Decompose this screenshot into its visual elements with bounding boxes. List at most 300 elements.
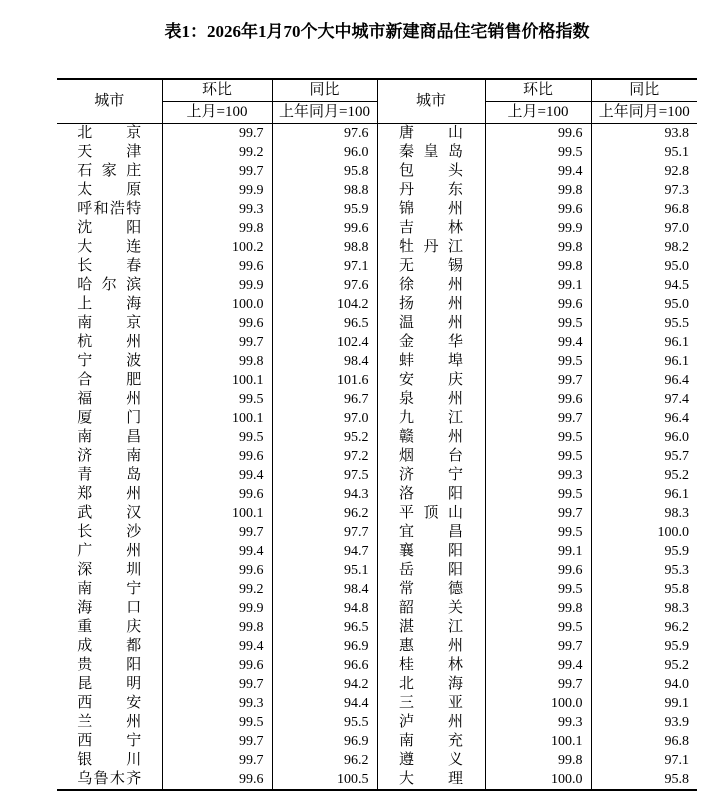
mom-cell-left: 99.5 — [162, 428, 272, 447]
city-cell-right — [377, 295, 485, 314]
table-row — [57, 295, 697, 314]
city-name-left: 昆明 — [77, 676, 142, 692]
mom-cell-left: 99.9 — [162, 276, 272, 295]
city-name-right: 湛江 — [399, 619, 463, 635]
city-cell-left — [57, 542, 162, 561]
city-cell-right — [377, 352, 485, 371]
yoy-cell-left: 97.2 — [272, 447, 377, 466]
city-name-right: 包头 — [399, 163, 463, 179]
city-cell-left — [57, 637, 162, 656]
city-name-left: 合肥 — [77, 372, 142, 388]
city-name-right: 洛阳 — [399, 486, 463, 502]
header-yoy-base-right: 上年同月=100 — [591, 102, 697, 124]
yoy-cell-left: 104.2 — [272, 295, 377, 314]
yoy-cell-right: 98.3 — [591, 599, 697, 618]
table-row — [57, 352, 697, 371]
header-yoy-left: 同比 — [272, 79, 377, 102]
mom-cell-right: 99.8 — [485, 257, 591, 276]
table-row — [57, 485, 697, 504]
city-cell-right — [377, 219, 485, 238]
city-name-right: 三亚 — [399, 695, 463, 711]
yoy-cell-left: 96.2 — [272, 751, 377, 770]
mom-cell-left: 100.1 — [162, 409, 272, 428]
mom-cell-right: 99.5 — [485, 314, 591, 333]
table-row — [57, 390, 697, 409]
mom-cell-left: 99.6 — [162, 257, 272, 276]
yoy-cell-left: 95.5 — [272, 713, 377, 732]
table-row — [57, 770, 697, 790]
table-row — [57, 162, 697, 181]
city-name-right: 襄阳 — [399, 543, 463, 559]
mom-cell-left: 100.0 — [162, 295, 272, 314]
mom-cell-left: 99.7 — [162, 523, 272, 542]
yoy-cell-right: 94.0 — [591, 675, 697, 694]
city-cell-right — [377, 599, 485, 618]
city-cell-right — [377, 409, 485, 428]
mom-cell-left: 99.9 — [162, 599, 272, 618]
mom-cell-left: 99.8 — [162, 618, 272, 637]
yoy-cell-right: 97.0 — [591, 219, 697, 238]
city-cell-right — [377, 542, 485, 561]
mom-cell-right: 99.5 — [485, 580, 591, 599]
city-name-left: 青岛 — [77, 467, 142, 483]
city-cell-right — [377, 143, 485, 162]
city-cell-right — [377, 200, 485, 219]
city-cell-right — [377, 466, 485, 485]
yoy-cell-right: 95.5 — [591, 314, 697, 333]
city-cell-left — [57, 162, 162, 181]
city-cell-left — [57, 485, 162, 504]
yoy-cell-right: 100.0 — [591, 523, 697, 542]
mom-cell-right: 100.1 — [485, 732, 591, 751]
city-name-left: 长春 — [77, 258, 142, 274]
city-name-left: 福州 — [77, 391, 142, 407]
yoy-cell-right: 95.0 — [591, 295, 697, 314]
city-cell-left — [57, 504, 162, 523]
yoy-cell-right: 96.1 — [591, 352, 697, 371]
city-name-left: 南昌 — [77, 429, 142, 445]
yoy-cell-right: 97.4 — [591, 390, 697, 409]
city-name-left: 南京 — [77, 315, 142, 331]
city-cell-left — [57, 561, 162, 580]
yoy-cell-right: 93.9 — [591, 713, 697, 732]
city-cell-left — [57, 447, 162, 466]
yoy-cell-left: 96.5 — [272, 314, 377, 333]
yoy-cell-left: 97.6 — [272, 124, 377, 144]
yoy-cell-left: 94.2 — [272, 675, 377, 694]
city-name-left: 上海 — [77, 296, 142, 312]
city-name-left: 北京 — [77, 125, 142, 141]
city-name-right: 大理 — [399, 771, 463, 787]
city-name-left: 武汉 — [77, 505, 142, 521]
city-name-left: 南宁 — [77, 581, 142, 597]
city-name-right: 赣州 — [399, 429, 463, 445]
mom-cell-right: 99.4 — [485, 333, 591, 352]
city-name-left: 郑州 — [77, 486, 142, 502]
city-name-left: 海口 — [77, 600, 142, 616]
mom-cell-right: 99.5 — [485, 428, 591, 447]
city-name-right: 常德 — [399, 581, 463, 597]
city-cell-right — [377, 770, 485, 790]
yoy-cell-right: 95.2 — [591, 466, 697, 485]
city-cell-left — [57, 713, 162, 732]
city-name-left: 长沙 — [77, 524, 142, 540]
table-row — [57, 333, 697, 352]
city-cell-right — [377, 390, 485, 409]
mom-cell-right: 100.0 — [485, 770, 591, 790]
table-row — [57, 143, 697, 162]
city-cell-right — [377, 523, 485, 542]
mom-cell-right: 99.6 — [485, 561, 591, 580]
city-cell-left — [57, 276, 162, 295]
table-row — [57, 580, 697, 599]
city-name-right: 牡丹江 — [399, 239, 463, 255]
city-cell-left — [57, 694, 162, 713]
table-row — [57, 238, 697, 257]
city-name-left: 天津 — [77, 144, 142, 160]
mom-cell-left: 99.4 — [162, 542, 272, 561]
city-name-left: 太原 — [77, 182, 142, 198]
mom-cell-left: 100.1 — [162, 504, 272, 523]
yoy-cell-left: 96.9 — [272, 732, 377, 751]
yoy-cell-right: 95.2 — [591, 656, 697, 675]
city-name-right: 南充 — [399, 733, 463, 749]
table-row — [57, 200, 697, 219]
yoy-cell-right: 97.3 — [591, 181, 697, 200]
city-cell-right — [377, 561, 485, 580]
city-cell-right — [377, 447, 485, 466]
mom-cell-right: 99.7 — [485, 371, 591, 390]
header-yoy-base-left: 上年同月=100 — [272, 102, 377, 124]
table-row — [57, 751, 697, 770]
yoy-cell-right: 97.1 — [591, 751, 697, 770]
header-mom-base-right: 上月=100 — [485, 102, 591, 124]
mom-cell-left: 99.6 — [162, 770, 272, 790]
city-name-right: 丹东 — [399, 182, 463, 198]
mom-cell-left: 100.1 — [162, 371, 272, 390]
city-cell-left — [57, 580, 162, 599]
city-name-right: 平顶山 — [399, 505, 463, 521]
yoy-cell-left: 98.8 — [272, 238, 377, 257]
mom-cell-right: 99.8 — [485, 599, 591, 618]
table-row — [57, 409, 697, 428]
table-body — [57, 124, 697, 791]
yoy-cell-right: 92.8 — [591, 162, 697, 181]
yoy-cell-left: 100.5 — [272, 770, 377, 790]
mom-cell-right: 99.3 — [485, 466, 591, 485]
city-name-right: 遵义 — [399, 752, 463, 768]
mom-cell-right: 99.5 — [485, 352, 591, 371]
yoy-cell-right: 95.9 — [591, 542, 697, 561]
city-name-right: 岳阳 — [399, 562, 463, 578]
mom-cell-right: 99.6 — [485, 295, 591, 314]
city-name-left: 银川 — [77, 752, 142, 768]
city-name-right: 锦州 — [399, 201, 463, 217]
header-row-top — [57, 79, 697, 102]
city-name-right: 温州 — [399, 315, 463, 331]
city-cell-right — [377, 181, 485, 200]
yoy-cell-right: 95.7 — [591, 447, 697, 466]
city-name-left: 沈阳 — [77, 220, 142, 236]
city-name-right: 惠州 — [399, 638, 463, 654]
yoy-cell-right: 96.8 — [591, 732, 697, 751]
table-row — [57, 732, 697, 751]
yoy-cell-right: 99.1 — [591, 694, 697, 713]
table-title: 表1：2026年1月70个大中城市新建商品住宅销售价格指数 — [164, 22, 590, 41]
city-cell-right — [377, 713, 485, 732]
city-name-right: 吉林 — [399, 220, 463, 236]
city-cell-right — [377, 162, 485, 181]
city-cell-left — [57, 352, 162, 371]
table-row — [57, 219, 697, 238]
city-cell-left — [57, 143, 162, 162]
mom-cell-left: 99.7 — [162, 162, 272, 181]
city-name-left: 成都 — [77, 638, 142, 654]
yoy-cell-right: 98.3 — [591, 504, 697, 523]
mom-cell-right: 99.4 — [485, 162, 591, 181]
yoy-cell-left: 97.5 — [272, 466, 377, 485]
city-cell-left — [57, 390, 162, 409]
city-name-left: 哈尔滨 — [77, 277, 142, 293]
table-row — [57, 504, 697, 523]
yoy-cell-left: 97.6 — [272, 276, 377, 295]
mom-cell-right: 99.5 — [485, 447, 591, 466]
mom-cell-right: 99.6 — [485, 124, 591, 144]
city-cell-left — [57, 295, 162, 314]
city-cell-left — [57, 428, 162, 447]
yoy-cell-right: 96.1 — [591, 333, 697, 352]
mom-cell-right: 99.1 — [485, 542, 591, 561]
city-name-right: 泉州 — [399, 391, 463, 407]
city-name-left: 宁波 — [77, 353, 142, 369]
city-cell-left — [57, 523, 162, 542]
city-cell-right — [377, 732, 485, 751]
city-name-right: 宜昌 — [399, 524, 463, 540]
city-name-right: 蚌埠 — [399, 353, 463, 369]
yoy-cell-left: 94.8 — [272, 599, 377, 618]
yoy-cell-left: 96.9 — [272, 637, 377, 656]
table-header — [57, 79, 697, 124]
yoy-cell-left: 98.4 — [272, 352, 377, 371]
table-row — [57, 428, 697, 447]
header-yoy-right: 同比 — [591, 79, 697, 102]
yoy-cell-left: 98.8 — [272, 181, 377, 200]
city-cell-right — [377, 656, 485, 675]
city-cell-right — [377, 751, 485, 770]
city-cell-left — [57, 238, 162, 257]
table-row — [57, 599, 697, 618]
city-cell-left — [57, 219, 162, 238]
city-name-right: 九江 — [399, 410, 463, 426]
table-row — [57, 694, 697, 713]
table-row — [57, 675, 697, 694]
city-cell-left — [57, 599, 162, 618]
mom-cell-left: 99.6 — [162, 314, 272, 333]
city-cell-left — [57, 675, 162, 694]
city-name-left: 深圳 — [77, 562, 142, 578]
city-cell-left — [57, 732, 162, 751]
table-row — [57, 257, 697, 276]
mom-cell-right: 99.8 — [485, 181, 591, 200]
city-name-right: 北海 — [399, 676, 463, 692]
table-row — [57, 371, 697, 390]
mom-cell-right: 99.5 — [485, 523, 591, 542]
mom-cell-left: 99.7 — [162, 675, 272, 694]
yoy-cell-right: 95.8 — [591, 580, 697, 599]
yoy-cell-left: 98.4 — [272, 580, 377, 599]
mom-cell-left: 99.6 — [162, 561, 272, 580]
city-name-right: 韶关 — [399, 600, 463, 616]
city-cell-right — [377, 238, 485, 257]
yoy-cell-right: 95.1 — [591, 143, 697, 162]
mom-cell-left: 99.3 — [162, 694, 272, 713]
city-cell-right — [377, 276, 485, 295]
city-name-left: 西宁 — [77, 733, 142, 749]
city-name-left: 贵阳 — [77, 657, 142, 673]
mom-cell-left: 99.5 — [162, 713, 272, 732]
mom-cell-left: 99.7 — [162, 751, 272, 770]
yoy-cell-left: 94.7 — [272, 542, 377, 561]
mom-cell-left: 99.7 — [162, 732, 272, 751]
table-row — [57, 181, 697, 200]
city-cell-right — [377, 504, 485, 523]
table-row — [57, 466, 697, 485]
header-mom-base-left: 上月=100 — [162, 102, 272, 124]
mom-cell-right: 99.7 — [485, 409, 591, 428]
yoy-cell-left: 95.2 — [272, 428, 377, 447]
city-name-left: 石家庄 — [77, 163, 142, 179]
yoy-cell-right: 96.8 — [591, 200, 697, 219]
city-cell-right — [377, 257, 485, 276]
city-cell-left — [57, 181, 162, 200]
mom-cell-left: 99.3 — [162, 200, 272, 219]
city-name-right: 徐州 — [399, 277, 463, 293]
city-name-left: 重庆 — [77, 619, 142, 635]
city-cell-right — [377, 314, 485, 333]
mom-cell-right: 99.1 — [485, 276, 591, 295]
mom-cell-left: 99.7 — [162, 124, 272, 144]
mom-cell-right: 99.5 — [485, 618, 591, 637]
yoy-cell-left: 97.7 — [272, 523, 377, 542]
yoy-cell-left: 96.2 — [272, 504, 377, 523]
yoy-cell-right: 96.1 — [591, 485, 697, 504]
city-cell-left — [57, 770, 162, 790]
yoy-cell-left: 95.9 — [272, 200, 377, 219]
table-row — [57, 656, 697, 675]
header-city-right: 城市 — [377, 79, 485, 124]
city-name-right: 桂林 — [399, 657, 463, 673]
table-row — [57, 637, 697, 656]
table-row — [57, 542, 697, 561]
city-name-left: 兰州 — [77, 714, 142, 730]
city-cell-left — [57, 314, 162, 333]
city-name-right: 金华 — [399, 334, 463, 350]
city-name-right: 济宁 — [399, 467, 463, 483]
city-name-right: 无锡 — [399, 258, 463, 274]
mom-cell-left: 99.4 — [162, 466, 272, 485]
city-cell-left — [57, 751, 162, 770]
city-name-left: 呼和浩特 — [77, 201, 142, 217]
city-cell-left — [57, 656, 162, 675]
table-row — [57, 276, 697, 295]
mom-cell-right: 99.6 — [485, 390, 591, 409]
table-row — [57, 523, 697, 542]
yoy-cell-left: 96.5 — [272, 618, 377, 637]
city-name-right: 秦皇岛 — [399, 144, 463, 160]
mom-cell-right: 99.5 — [485, 485, 591, 504]
mom-cell-right: 99.8 — [485, 238, 591, 257]
city-cell-left — [57, 618, 162, 637]
city-cell-left — [57, 466, 162, 485]
mom-cell-right: 99.6 — [485, 200, 591, 219]
yoy-cell-right: 95.3 — [591, 561, 697, 580]
city-cell-right — [377, 675, 485, 694]
city-cell-right — [377, 618, 485, 637]
mom-cell-left: 100.2 — [162, 238, 272, 257]
yoy-cell-right: 96.4 — [591, 371, 697, 390]
yoy-cell-left: 99.6 — [272, 219, 377, 238]
header-mom-left: 环比 — [162, 79, 272, 102]
yoy-cell-left: 96.0 — [272, 143, 377, 162]
city-cell-right — [377, 371, 485, 390]
city-name-right: 烟台 — [399, 448, 463, 464]
table-row — [57, 124, 697, 144]
mom-cell-left: 99.2 — [162, 143, 272, 162]
mom-cell-right: 99.4 — [485, 656, 591, 675]
mom-cell-right: 99.5 — [485, 143, 591, 162]
mom-cell-right: 99.9 — [485, 219, 591, 238]
city-name-right: 安庆 — [399, 372, 463, 388]
table-row — [57, 713, 697, 732]
city-cell-right — [377, 485, 485, 504]
city-name-right: 扬州 — [399, 296, 463, 312]
yoy-cell-left: 97.0 — [272, 409, 377, 428]
city-cell-left — [57, 257, 162, 276]
mom-cell-left: 99.9 — [162, 181, 272, 200]
yoy-cell-left: 96.7 — [272, 390, 377, 409]
yoy-cell-left: 95.8 — [272, 162, 377, 181]
mom-cell-left: 99.6 — [162, 447, 272, 466]
yoy-cell-left: 94.3 — [272, 485, 377, 504]
city-cell-right — [377, 333, 485, 352]
mom-cell-left: 99.2 — [162, 580, 272, 599]
yoy-cell-left: 101.6 — [272, 371, 377, 390]
yoy-cell-left: 96.6 — [272, 656, 377, 675]
city-cell-right — [377, 428, 485, 447]
city-name-left: 大连 — [77, 239, 142, 255]
city-name-left: 西安 — [77, 695, 142, 711]
yoy-cell-right: 93.8 — [591, 124, 697, 144]
mom-cell-right: 100.0 — [485, 694, 591, 713]
yoy-cell-left: 95.1 — [272, 561, 377, 580]
city-name-right: 泸州 — [399, 714, 463, 730]
mom-cell-left: 99.8 — [162, 352, 272, 371]
city-cell-right — [377, 637, 485, 656]
yoy-cell-right: 98.2 — [591, 238, 697, 257]
table-row — [57, 314, 697, 333]
mom-cell-right: 99.8 — [485, 751, 591, 770]
yoy-cell-left: 102.4 — [272, 333, 377, 352]
table-row — [57, 447, 697, 466]
mom-cell-right: 99.7 — [485, 504, 591, 523]
mom-cell-right: 99.7 — [485, 637, 591, 656]
header-mom-right: 环比 — [485, 79, 591, 102]
table-row — [57, 618, 697, 637]
city-cell-left — [57, 200, 162, 219]
mom-cell-right: 99.3 — [485, 713, 591, 732]
city-name-left: 乌鲁木齐 — [77, 771, 142, 787]
city-cell-right — [377, 580, 485, 599]
